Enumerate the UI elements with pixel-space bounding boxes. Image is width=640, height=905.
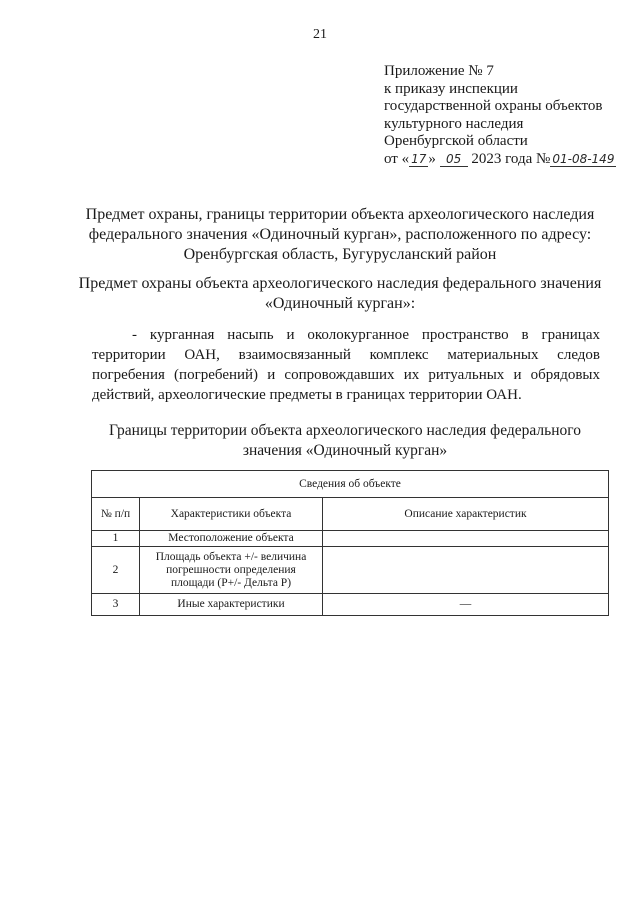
table-row bbox=[92, 547, 609, 594]
page-number: 21 bbox=[313, 27, 327, 42]
appendix-date-line bbox=[384, 151, 616, 169]
appendix-line: государственной охраны объектов bbox=[384, 98, 603, 114]
subject-title-line: «Одиночный курган»: bbox=[264, 295, 416, 312]
object-info-table bbox=[91, 470, 609, 616]
handwritten-day: 17 bbox=[411, 151, 427, 166]
row-characteristic: Площадь объекта +/- величина погрешности определения площади (P+/- Дельта P) bbox=[140, 547, 323, 594]
column-header-characteristic: Характеристики объекта bbox=[140, 498, 323, 531]
row-number: 2 bbox=[92, 547, 140, 594]
subject-body: - курганная насыпь и околокурганное пространство в границах территории ОАН, взаимосвязанный комплекс материальных следов погребения (погребений) и сопровождавших их ритуальных и обрядовых действий, археологические предметы в границах территории ОАН. bbox=[92, 327, 600, 403]
main-title-line: Оренбургская область, Бугурусланский район bbox=[183, 246, 497, 263]
row-number: 1 bbox=[92, 531, 140, 547]
appendix-line: к приказу инспекции bbox=[384, 80, 518, 97]
handwritten-month: 05 bbox=[440, 152, 468, 167]
subject-title bbox=[70, 274, 610, 314]
table-header: Сведения об объекте bbox=[92, 471, 609, 498]
row-characteristic: Местоположение объекта bbox=[140, 531, 323, 547]
date-prefix: от « bbox=[384, 150, 410, 167]
row-description bbox=[323, 531, 609, 547]
appendix-header bbox=[384, 63, 616, 168]
main-title-line: Предмет охраны, границы территории объекта археологического наследия bbox=[85, 206, 595, 223]
year-text: 2023 года № bbox=[471, 150, 551, 167]
table-row bbox=[92, 531, 609, 547]
handwritten-order-number: 01-08-149 bbox=[552, 151, 615, 166]
boundaries-title-line: значения «Одиночный курган» bbox=[242, 442, 448, 459]
appendix-line: Приложение № 7 bbox=[384, 63, 494, 79]
subject-title-line: Предмет охраны объекта археологического наследия федерального значения bbox=[78, 275, 602, 292]
appendix-line: культурного наследия bbox=[384, 115, 524, 132]
date-separator: » bbox=[428, 150, 436, 167]
appendix-line: Оренбургской области bbox=[384, 133, 528, 149]
row-description: — bbox=[323, 594, 609, 616]
main-title bbox=[70, 205, 610, 265]
row-description bbox=[323, 547, 609, 594]
boundaries-title-line: Границы территории объекта археологического наследия федерального bbox=[108, 422, 582, 439]
main-title-line: федерального значения «Одиночный курган», расположенного по адресу: bbox=[88, 226, 592, 243]
boundaries-title bbox=[100, 421, 590, 461]
table-row bbox=[92, 594, 609, 616]
column-header-description: Описание характеристик bbox=[323, 498, 609, 531]
row-characteristic: Иные характеристики bbox=[140, 594, 323, 616]
row-number: 3 bbox=[92, 594, 140, 616]
column-header-number: № п/п bbox=[92, 498, 140, 531]
